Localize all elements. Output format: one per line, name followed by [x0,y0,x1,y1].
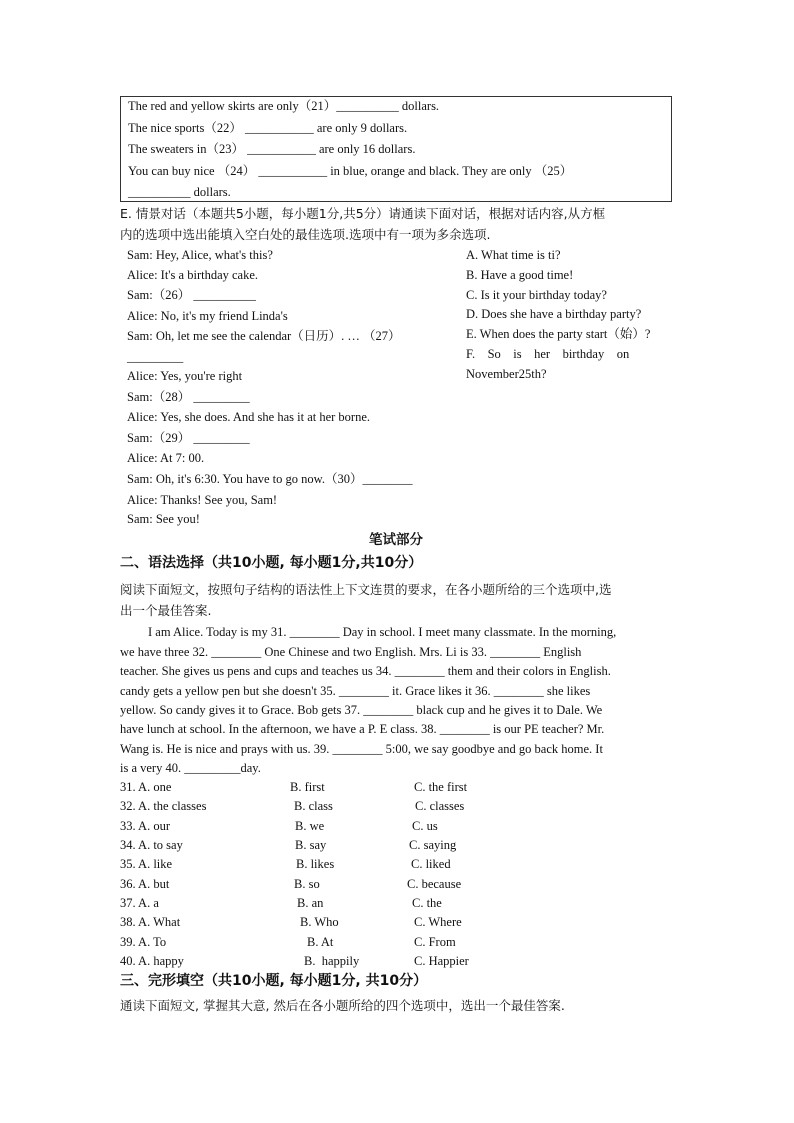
option-d: D. Does she have a birthday party? [466,307,642,321]
choice-39-c: C. From [414,935,456,949]
choice-34-b: B. say [295,838,327,852]
passage-line: teacher. She gives us pens and cups and teaches us 34. ________ them and their colors in English. [120,664,611,678]
dialogue-line: Alice: No, it's my friend Linda's [127,309,288,323]
choice-37-b: B. an [297,896,324,910]
dialogue-line: Sam:（28） _________ [127,390,250,404]
dialogue-line: Sam: Hey, Alice, what's this? [127,248,273,262]
choice-36-b: B. so [294,877,320,891]
option-f: F. So is her birthday on [466,347,630,361]
choice-35-b: B. likes [296,857,335,871]
choice-36-a: 36. A. but [120,877,170,891]
choice-32-a: 32. A. the classes [120,799,207,813]
choice-32-c: C. classes [415,799,465,813]
choice-35-a: 35. A. like [120,857,173,871]
dialogue-line: Sam:（26） __________ [127,288,256,302]
choice-37-c: C. the [412,896,442,910]
section-2-heading: 二、语法选择（共10小题, 每小题1分,共10分） [120,555,423,571]
choice-31-c: C. the first [414,780,468,794]
option-e: E. When does the party start（始）? [466,327,651,341]
dialogue-line: Sam:（29） _________ [127,431,250,445]
passage-line: candy gets a yellow pen but she doesn't 35. ________ it. Grace likes it 36. ________ she likes [120,684,591,698]
box-line-22: The nice sports（22） ___________ are only 9 dollars. [128,121,408,135]
section-e-intro-2: 内的选项中选出能填入空白处的最佳选项.选项中有一项为多余选项. [120,227,491,242]
choice-38-a: 38. A. What [120,915,181,929]
box-line-23: The sweaters in（23） ___________ are only 16 dollars. [128,142,416,156]
section-e-intro-1: E. 情景对话（本题共5小题，每小题1分,共5分）请通读下面对话，根据对话内容,从方框 [120,206,606,221]
choice-34-c: C. saying [409,838,457,852]
choice-40-c: C. Happier [414,954,469,968]
choice-36-c: C. because [407,877,462,891]
passage-line: we have three 32. ________ One Chinese and two English. Mrs. Li is 33. ________ English [120,645,582,659]
choice-32-b: B. class [294,799,333,813]
dialogue-line: Alice: Thanks! See you, Sam! [127,493,278,507]
choice-35-c: C. liked [411,857,451,871]
dialogue-line: Sam: Oh, it's 6:30. You have to go now.（30）________ [127,472,413,486]
dialogue-line: Alice: Yes, she does. And she has it at her borne. [127,410,371,424]
dialogue-line: Alice: At 7: 00. [127,451,205,465]
option-b: B. Have a good time! [466,268,574,282]
choice-33-b: B. we [295,819,325,833]
passage-line: I am Alice. Today is my 31. ________ Day in school. I meet many classmate. In the morning, [148,625,617,639]
dialogue-line: Alice: Yes, you're right [127,369,243,383]
section-2-instr-2: 出一个最佳答案. [120,603,212,618]
box-line-21: The red and yellow skirts are only（21）__________ dollars. [128,99,440,113]
section-2-instr-1: 阅读下面短文，按照句子结构的语法性上下文连贯的要求，在各小题所给的三个选项中,选 [120,582,612,597]
dialogue-line: Sam: Oh, let me see the calendar（日历）. … （27） [127,329,401,343]
choice-33-c: C. us [412,819,438,833]
section-3-heading: 三、完形填空（共10小题, 每小题1分, 共10分） [120,973,428,989]
choice-38-b: B. Who [300,915,339,929]
choice-39-b: B. At [307,935,334,949]
option-c: C. Is it your birthday today? [466,288,607,302]
choice-38-c: C. Where [414,915,462,929]
dialogue-line: Sam: See you! [127,512,200,526]
box-line-25-cont: __________ dollars. [128,185,231,199]
passage-line: yellow. So candy gives it to Grace. Bob gets 37. ________ black cup and he gives it to Dale. We [120,703,603,717]
choice-40-b: B. happily [304,954,360,968]
option-a: A. What time is ti? [466,248,561,262]
choice-37-a: 37. A. a [120,896,159,910]
section-3-instr: 通读下面短文, 掌握其大意, 然后在各小题所给的四个选项中，选出一个最佳答案. [120,998,565,1013]
passage-line: have lunch at school. In the afternoon, we have a P. E class. 38. ________ is our PE teacher? Mr. [120,722,605,736]
choice-31-a: 31. A. one [120,780,172,794]
choice-33-a: 33. A. our [120,819,170,833]
choice-39-a: 39. A. To [120,935,167,949]
passage-line: Wang is. He is nice and prays with us. 39. ________ 5:00, we say goodbye and go back home. It [120,742,603,756]
written-part-title: 笔试部分 [369,532,423,548]
dialogue-line: Alice: It's a birthday cake. [127,268,259,282]
dialogue-line: _________ [127,350,184,364]
option-f-cont: November25th? [466,367,547,381]
choice-40-a: 40. A. happy [120,954,184,968]
passage-line: is a very 40. _________day. [120,761,261,775]
box-line-24: You can buy nice （24） ___________ in blue, orange and black. They are only （25） [128,164,573,178]
choice-34-a: 34. A. to say [120,838,183,852]
choice-31-b: B. first [290,780,325,794]
